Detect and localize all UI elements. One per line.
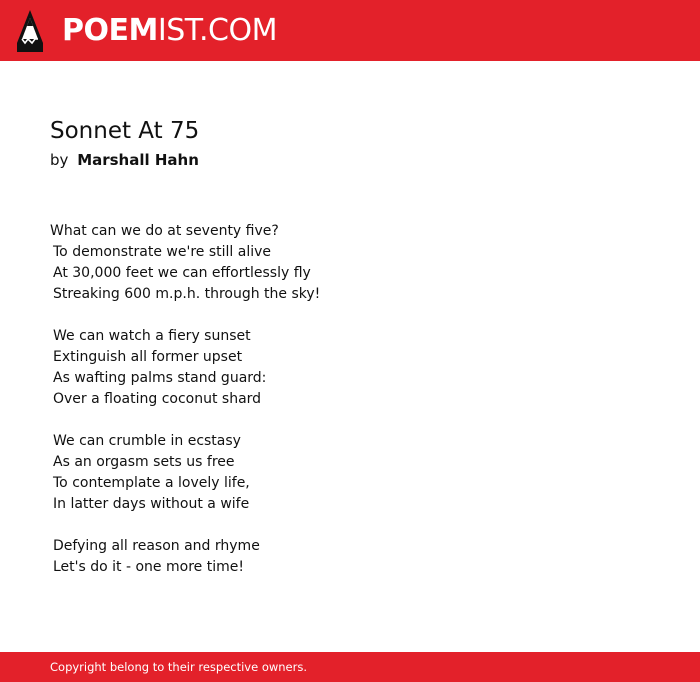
brand-bold: POEM <box>62 13 158 48</box>
brand-light: IST.COM <box>157 13 277 48</box>
site-footer <box>0 652 700 682</box>
poem-line: As an orgasm sets us free <box>53 454 235 470</box>
poem-content <box>50 112 650 599</box>
site-header <box>0 0 700 61</box>
by-label: by <box>50 151 69 169</box>
byline <box>50 150 650 170</box>
pencil-icon <box>16 9 44 53</box>
author-name: Marshall Hahn <box>77 151 199 169</box>
poem-line: What can we do at seventy five? <box>50 223 279 239</box>
site-logo-link[interactable] <box>16 9 277 53</box>
stanza <box>50 221 650 305</box>
brand-name <box>62 13 277 49</box>
copyright-text: Copyright belong to their respective owners. <box>50 660 308 674</box>
poem-line: Extinguish all former upset <box>53 349 243 365</box>
poem-line: To contemplate a lovely life, <box>53 475 250 491</box>
poem-line: In latter days without a wife <box>53 496 250 512</box>
stanza <box>50 431 650 515</box>
poem-body <box>50 221 650 578</box>
poem-line: To demonstrate we're still alive <box>53 244 272 260</box>
poem-line: Defying all reason and rhyme <box>53 538 260 554</box>
poem-line: Let's do it - one more time! <box>53 559 244 575</box>
poem-line: Streaking 600 m.p.h. through the sky! <box>53 286 321 302</box>
poem-line: At 30,000 feet we can effortlessly fly <box>53 265 311 281</box>
poem-line: Over a floating coconut shard <box>53 391 262 407</box>
stanza <box>50 326 650 410</box>
poem-line: As wafting palms stand guard: <box>53 370 267 386</box>
poem-line: We can watch a fiery sunset <box>53 328 251 344</box>
poem-line: We can crumble in ecstasy <box>53 433 241 449</box>
stanza <box>50 536 650 578</box>
poem-title: Sonnet At 75 <box>50 118 200 144</box>
